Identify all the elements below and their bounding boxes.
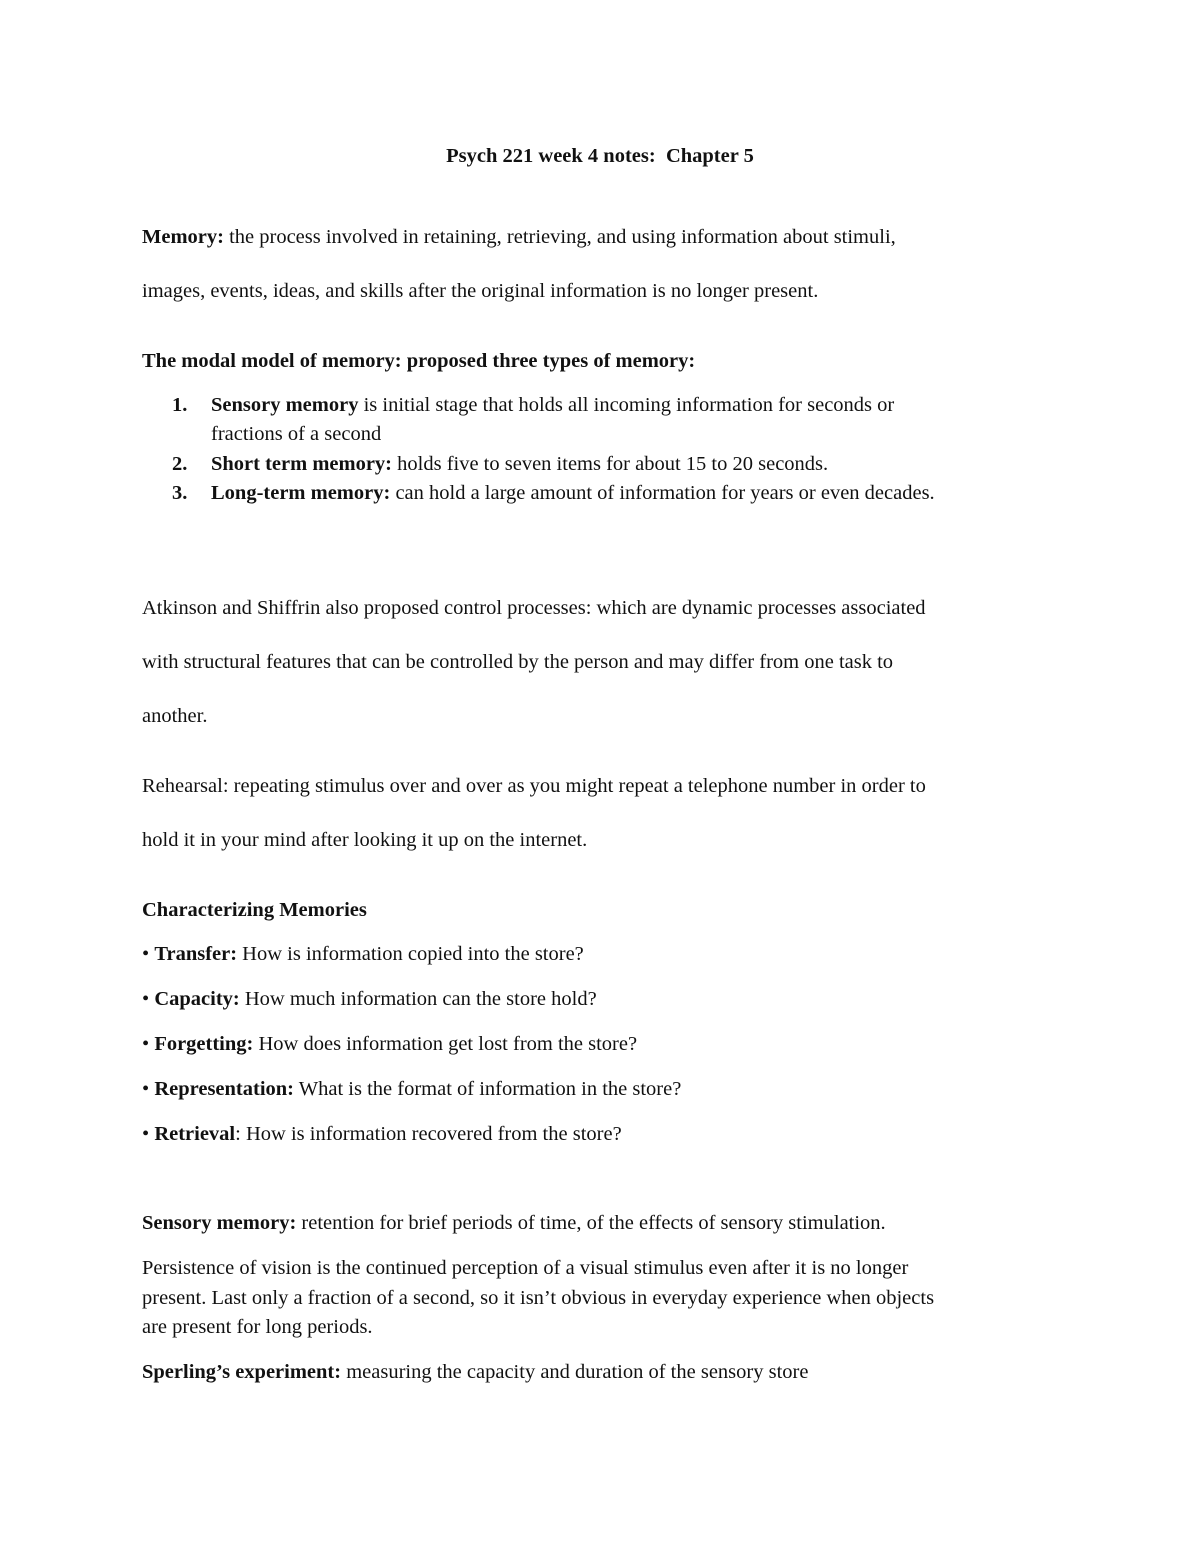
bullet-forgetting: • Forgetting: How does information get lost from the store?: [142, 1033, 638, 1055]
list-item-sensory-continued: fractions of a second: [211, 423, 382, 445]
rehearsal-line-1: Rehearsal: repeating stimulus over and over as you might repeat a telephone number in order to: [142, 775, 926, 797]
list-number-3: 3.: [172, 482, 188, 504]
list-number-1: 1.: [172, 394, 188, 416]
bullet-transfer: • Transfer: How is information copied into the store?: [142, 943, 584, 965]
control-processes-line-2: with structural features that can be controlled by the person and may differ from one task to: [142, 651, 894, 673]
list-number-2: 2.: [172, 453, 188, 475]
sperling-experiment: Sperling’s experiment: measuring the capacity and duration of the sensory store: [142, 1361, 809, 1383]
characterizing-heading: Characterizing Memories: [142, 899, 367, 921]
persistence-line-3: are present for long periods.: [142, 1316, 373, 1338]
list-item-short-term: Short term memory: holds five to seven items for about 15 to 20 seconds.: [211, 453, 829, 475]
modal-model-heading: The modal model of memory: proposed three types of memory:: [142, 350, 696, 372]
control-processes-line-3: another.: [142, 705, 208, 727]
page-title: Psych 221 week 4 notes: Chapter 5: [446, 145, 754, 167]
list-item-long-term: Long-term memory: can hold a large amount of information for years or even decades.: [211, 482, 935, 504]
persistence-line-2: present. Last only a fraction of a second, so it isn’t obvious in everyday experience when objects: [142, 1287, 935, 1309]
control-processes-line-1: Atkinson and Shiffrin also proposed control processes: which are dynamic processes associated: [142, 597, 926, 619]
memory-term: Memory:: [142, 226, 224, 248]
persistence-line-1: Persistence of vision is the continued perception of a visual stimulus even after it is no longer: [142, 1257, 909, 1279]
sensory-memory-definition: Sensory memory: retention for brief periods of time, of the effects of sensory stimulation.: [142, 1212, 886, 1234]
bullet-representation: • Representation: What is the format of information in the store?: [142, 1078, 682, 1100]
memory-definition-line-2: images, events, ideas, and skills after the original information is no longer present.: [142, 280, 819, 302]
rehearsal-line-2: hold it in your mind after looking it up on the internet.: [142, 829, 588, 851]
bullet-retrieval: • Retrieval: How is information recovered from the store?: [142, 1123, 622, 1145]
list-item-sensory: Sensory memory is initial stage that holds all incoming information for seconds or: [211, 394, 895, 416]
bullet-capacity: • Capacity: How much information can the store hold?: [142, 988, 597, 1010]
memory-definition-line-1: Memory: the process involved in retaining, retrieving, and using information about stimuli,: [142, 226, 896, 248]
